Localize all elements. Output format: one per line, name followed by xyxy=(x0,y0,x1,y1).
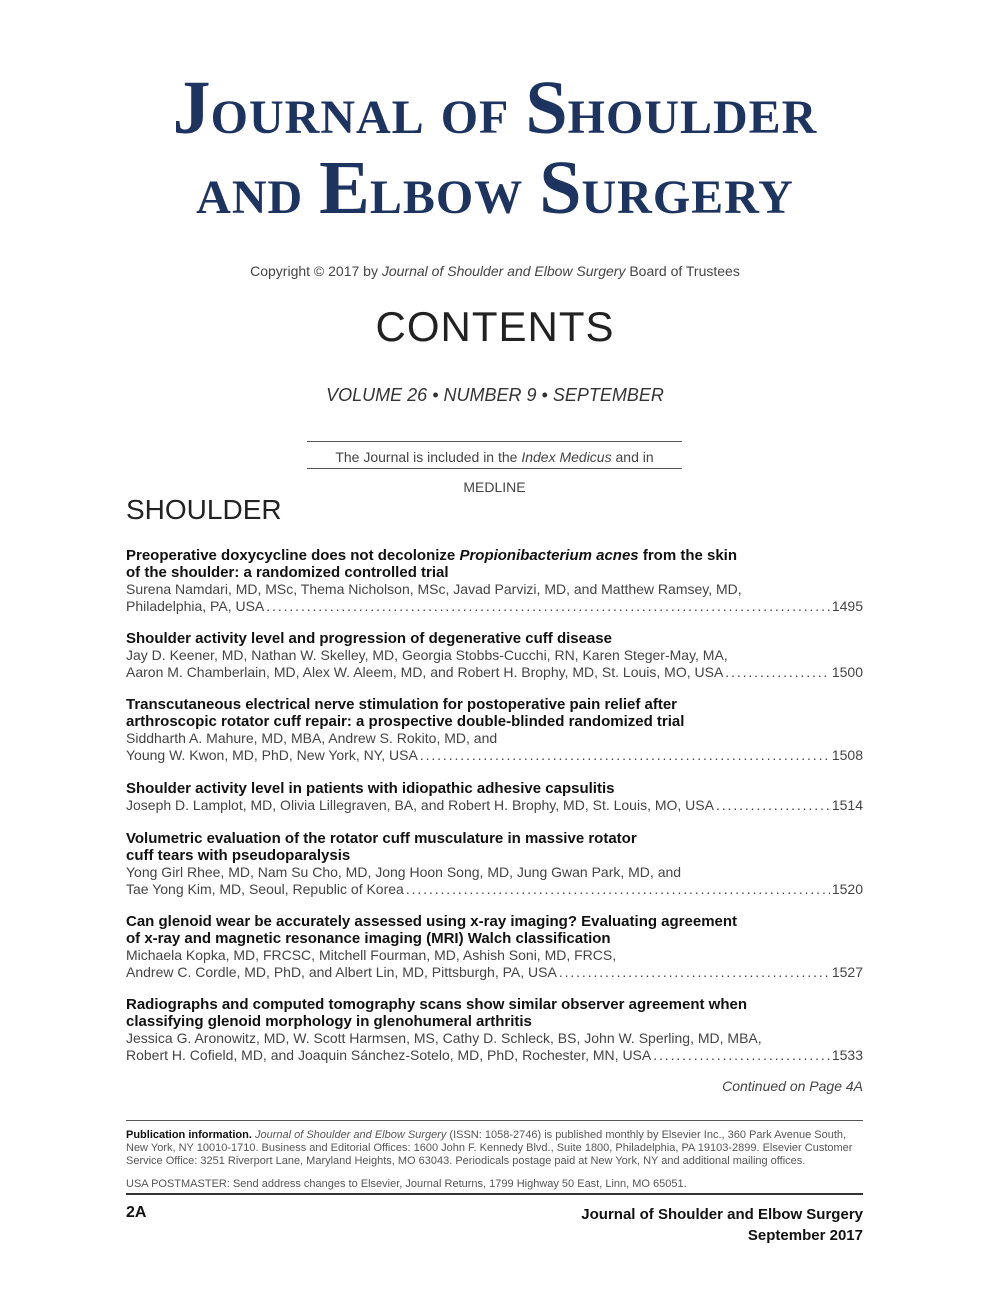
dot-leader xyxy=(266,598,830,615)
toc-entry[interactable] xyxy=(126,830,863,898)
page-number-ref[interactable]: 1520 xyxy=(831,881,863,897)
article-authors-last xyxy=(126,664,863,681)
article-authors: Aaron M. Chamberlain, MD, Alex W. Aleem, MD, and Robert H. Brophy, MD, St. Louis, MO, USA xyxy=(126,664,724,680)
publication-information: Publication information. Journal of Shoulder and Elbow Surgery (ISSN: 1058-2746) is published monthly by Elsevier Inc., 360 Park Avenue South, New York, NY 10010-1710. Business and Editorial Offices: 1600 John F. Kennedy Blvd., Suite 1800, Philadelphia, PA 19103-2899. Elsevier Customer Service Office: 3251 Riverport Lane, Maryland Heights, MO 63043. Periodicals postage paid at New York, NY and additional mailing offices. xyxy=(126,1129,853,1167)
page-number-ref[interactable]: 1508 xyxy=(831,747,863,763)
masthead-word: OF xyxy=(440,91,510,144)
article-title: of the shoulder: a randomized controlled trial xyxy=(126,564,449,581)
article-title: Transcutaneous electrical nerve stimulation for postoperative pain relief after xyxy=(126,696,678,713)
article-authors: Philadelphia, PA, USA xyxy=(126,598,265,614)
article-authors-last xyxy=(126,747,863,764)
page-number-ref[interactable]: 1533 xyxy=(831,1047,863,1063)
divider xyxy=(126,1193,863,1195)
page-number-ref[interactable]: 1514 xyxy=(831,797,863,813)
dot-leader xyxy=(559,964,830,981)
journal-masthead-line-2 xyxy=(0,146,990,230)
postmaster-note: USA POSTMASTER: Send address changes to Elsevier, Journal Returns, 1799 Highway 50 East, Linn, MO 65051. xyxy=(126,1178,687,1190)
toc-entry[interactable] xyxy=(126,913,863,981)
page-number-ref[interactable]: 1500 xyxy=(831,664,863,680)
article-title: Preoperative doxycycline does not decolonize Propionibacterium acnes from the skin xyxy=(126,547,738,564)
dot-leader xyxy=(725,664,830,681)
article-authors-last xyxy=(126,881,863,898)
article-authors: Joseph D. Lamplot, MD, Olivia Lillegraven, BA, and Robert H. Brophy, MD, St. Louis, MO, USA xyxy=(126,797,714,813)
page-number: 2A xyxy=(126,1204,147,1221)
article-title: of x-ray and magnetic resonance imaging (MRI) Walch classification xyxy=(126,930,611,947)
article-authors: Jay D. Keener, MD, Nathan W. Skelley, MD, Georgia Stobbs-Cucchi, RN, Karen Steger-May, MA, xyxy=(126,647,728,663)
article-title: Shoulder activity level and progression of degenerative cuff disease xyxy=(126,630,612,647)
divider xyxy=(126,1120,863,1121)
toc-entry[interactable] xyxy=(126,996,863,1064)
dot-leader xyxy=(420,747,830,764)
footer-journal-info xyxy=(526,1204,863,1246)
page-number-ref[interactable]: 1527 xyxy=(831,964,863,980)
article-title: classifying glenoid morphology in glenohumeral arthritis xyxy=(126,1013,532,1030)
dot-leader xyxy=(653,1047,830,1064)
footer-date: September 2017 xyxy=(747,1227,863,1244)
article-title: Volumetric evaluation of the rotator cuff musculature in massive rotator xyxy=(126,830,637,847)
article-authors: Andrew C. Cordle, MD, PhD, and Albert Lin, MD, Pittsburgh, PA, USA xyxy=(126,964,557,980)
dot-leader xyxy=(716,797,830,814)
index-medicus-note: The Journal is included in the Index Medicus and in MEDLINE xyxy=(307,441,682,469)
footer-journal: Journal of Shoulder and Elbow Surgery xyxy=(581,1206,863,1223)
masthead-word: AND xyxy=(196,171,304,224)
article-authors: Surena Namdari, MD, MSc, Thema Nicholson, MSc, Javad Parvizi, MD, and Matthew Ramsey, MD, xyxy=(126,581,742,597)
masthead-word: ELBOW xyxy=(319,146,524,230)
article-authors: Siddharth A. Mahure, MD, MBA, Andrew S. Rokito, MD, and xyxy=(126,730,498,746)
journal-masthead-line-1 xyxy=(0,66,990,150)
article-authors-last xyxy=(126,797,863,814)
article-title: Can glenoid wear be accurately assessed using x-ray imaging? Evaluating agreement xyxy=(126,913,738,930)
article-title: cuff tears with pseudoparalysis xyxy=(126,847,351,864)
page-number-ref[interactable]: 1495 xyxy=(831,598,863,614)
volume-issue-line: VOLUME 26 • NUMBER 9 • SEPTEMBER xyxy=(326,385,664,405)
article-authors: Robert H. Cofield, MD, and Joaquin Sánchez-Sotelo, MD, PhD, Rochester, MN, USA xyxy=(126,1047,652,1063)
article-authors-last xyxy=(126,598,863,615)
toc-entry[interactable] xyxy=(126,780,863,814)
masthead-word: SHOULDER xyxy=(525,66,818,150)
article-title: Shoulder activity level in patients with idiopathic adhesive capsulitis xyxy=(126,780,615,797)
article-title: arthroscopic rotator cuff repair: a prospective double-blinded randomized trial xyxy=(126,713,685,730)
toc-entry[interactable] xyxy=(126,696,863,764)
article-authors-last xyxy=(126,964,863,981)
article-authors-last xyxy=(126,1047,863,1064)
article-title: Radiographs and computed tomography scans show similar observer agreement when xyxy=(126,996,747,1013)
section-heading: SHOULDER xyxy=(126,494,282,525)
article-authors: Tae Yong Kim, MD, Seoul, Republic of Korea xyxy=(126,881,404,897)
continued-note: Continued on Page 4A xyxy=(722,1078,863,1094)
toc-entry[interactable] xyxy=(126,630,863,681)
contents-heading: CONTENTS xyxy=(375,303,615,350)
masthead-word: JOURNAL xyxy=(172,66,425,150)
dot-leader xyxy=(406,881,830,898)
copyright-line: Copyright © 2017 by Journal of Shoulder and Elbow Surgery Board of Trustees xyxy=(250,263,740,279)
article-authors: Yong Girl Rhee, MD, Nam Su Cho, MD, Jong Hoon Song, MD, Jung Gwan Park, MD, and xyxy=(126,864,682,880)
masthead-word: SURGERY xyxy=(539,146,794,230)
toc-entry[interactable] xyxy=(126,547,863,615)
article-authors: Michaela Kopka, MD, FRCSC, Mitchell Fourman, MD, Ashish Soni, MD, FRCS, xyxy=(126,947,617,963)
article-authors: Young W. Kwon, MD, PhD, New York, NY, USA xyxy=(126,747,418,763)
article-authors: Jessica G. Aronowitz, MD, W. Scott Harmsen, MS, Cathy D. Schleck, BS, John W. Sperling, MD, MBA, xyxy=(126,1030,762,1046)
